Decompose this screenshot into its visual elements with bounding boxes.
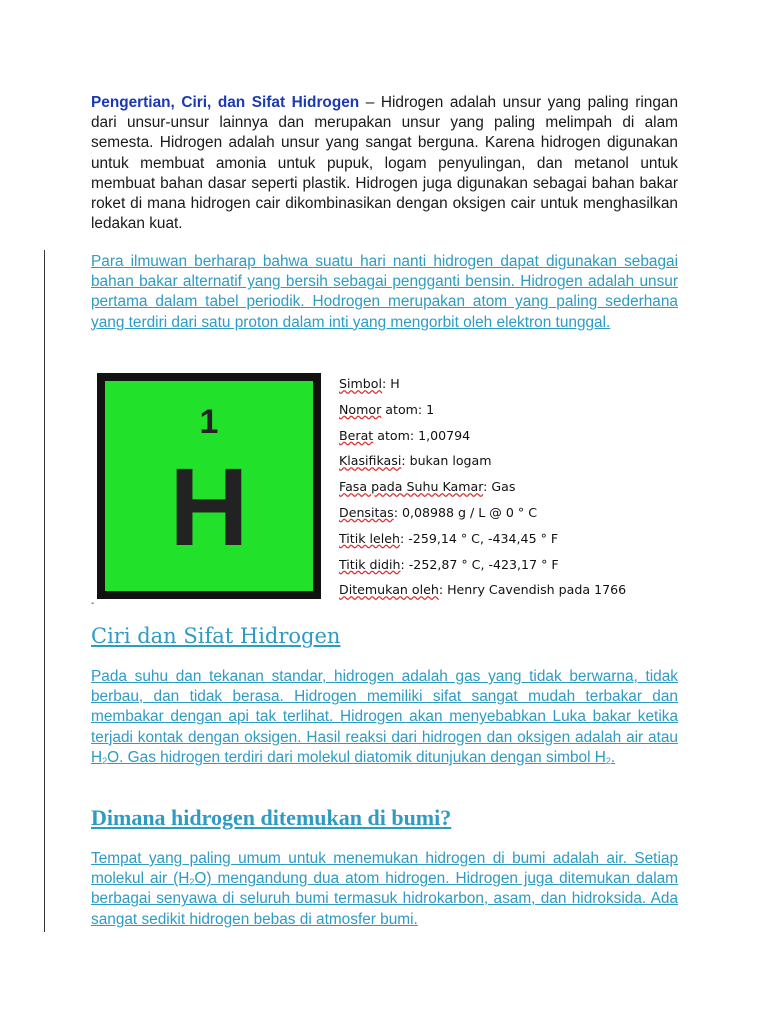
section-1-heading[interactable]: Ciri dan Sifat Hidrogen [91, 624, 341, 648]
intro-text: – Hidrogen adalah unsur yang paling ringan dari unsur-unsur lainnya dan merupakan unsur yang paling melimpah di alam semesta. Hidrogen adalah unsur yang sangat berguna. Karena hidrogen digunakan untuk membuat amonia untuk pupuk, logam penyulingan, dan metanol untuk membuat bahan dasar seperti plastik. Hidrogen juga digunakan sebagai bahan bakar roket di mana hidrogen cair dikombinasikan dengan oksigen cair untuk menghasilkan ledakan kuat. [91, 94, 679, 233]
section-1-paragraph [91, 667, 678, 768]
info-berat-atom: Berat atom: 1,00794 [339, 427, 471, 443]
element-symbol: H [169, 446, 249, 569]
element-tile-inner [105, 381, 313, 591]
section-2-heading[interactable]: Dimana hidrogen ditemukan di bumi? [91, 805, 452, 830]
margin-line [44, 250, 45, 932]
section-1-link[interactable]: Pada suhu dan tekanan standar, hidrogen adalah gas yang tidak berwarna, tidak berbau, dan tidak berasa. Hidrogen memiliki sifat sangat mudah terbakar dan membakar dengan api tak terlihat. Hidrogen akan menyebabkan Luka bakar ketika terjadi kontak dengan oksigen. Hasil reaksi dari hidrogen dan oksigen adalah air atau $H_2O$. Gas hidrogen terdiri dari molekul diatomik ditunjukan dengan simbol $H_2$. [91, 668, 678, 766]
info-densitas: Densitas: 0,08988 g / L @ 0 ° C [339, 504, 538, 520]
info-simbol: Simbol: H [339, 376, 400, 391]
element-info-list [339, 373, 669, 605]
info-klasifikasi: Klasifikasi: bukan logam [339, 453, 492, 469]
section-2-paragraph [91, 849, 678, 930]
intro-paragraph [91, 93, 678, 234]
intro-lead-link[interactable]: Pengertian, Ciri, dan Sifat Hidrogen [91, 94, 360, 111]
atomic-number: 1 [199, 403, 219, 441]
info-titik-leleh: Titik leleh: -259,14 ° C, -434,45 ° F [339, 530, 559, 546]
paragraph-2 [91, 252, 678, 333]
hydrogen-element-tile [97, 373, 321, 599]
info-fasa: Fasa pada Suhu Kamar: Gas [339, 479, 516, 495]
paragraph-2-link[interactable]: Para ilmuwan berharap bahwa suatu hari nanti hidrogen dapat digunakan sebagai bahan bakar alternatif yang bersih sebagai pengganti bensin. Hidrogen adalah unsur pertama dalam tabel periodik. Hodrogen merupakan atom yang paling sederhana yang terdiri dari satu proton dalam inti yang mengorbit oleh elektron tunggal. [91, 253, 678, 331]
info-titik-didih: Titik didih: -252,87 ° C, -423,17 ° F [339, 556, 559, 572]
section-2-link[interactable]: Tempat yang paling umum untuk menemukan hidrogen di bumi adalah air. Setiap molekul air $(H_2O)$ mengandung dua atom hidrogen. Hidrogen juga ditemukan dalam berbagai senyawa di seluruh bumi termasuk hidrokarbon, asam, dan hidroksida. Ada sangat sedikit hidrogen bebas di atmosfer bumi. [91, 850, 678, 928]
info-nomor-atom: Nomor atom: 1 [339, 401, 435, 417]
stray-mark: - [91, 598, 95, 609]
info-ditemukan: Ditemukan oleh: Henry Cavendish pada 1766 [339, 582, 627, 598]
